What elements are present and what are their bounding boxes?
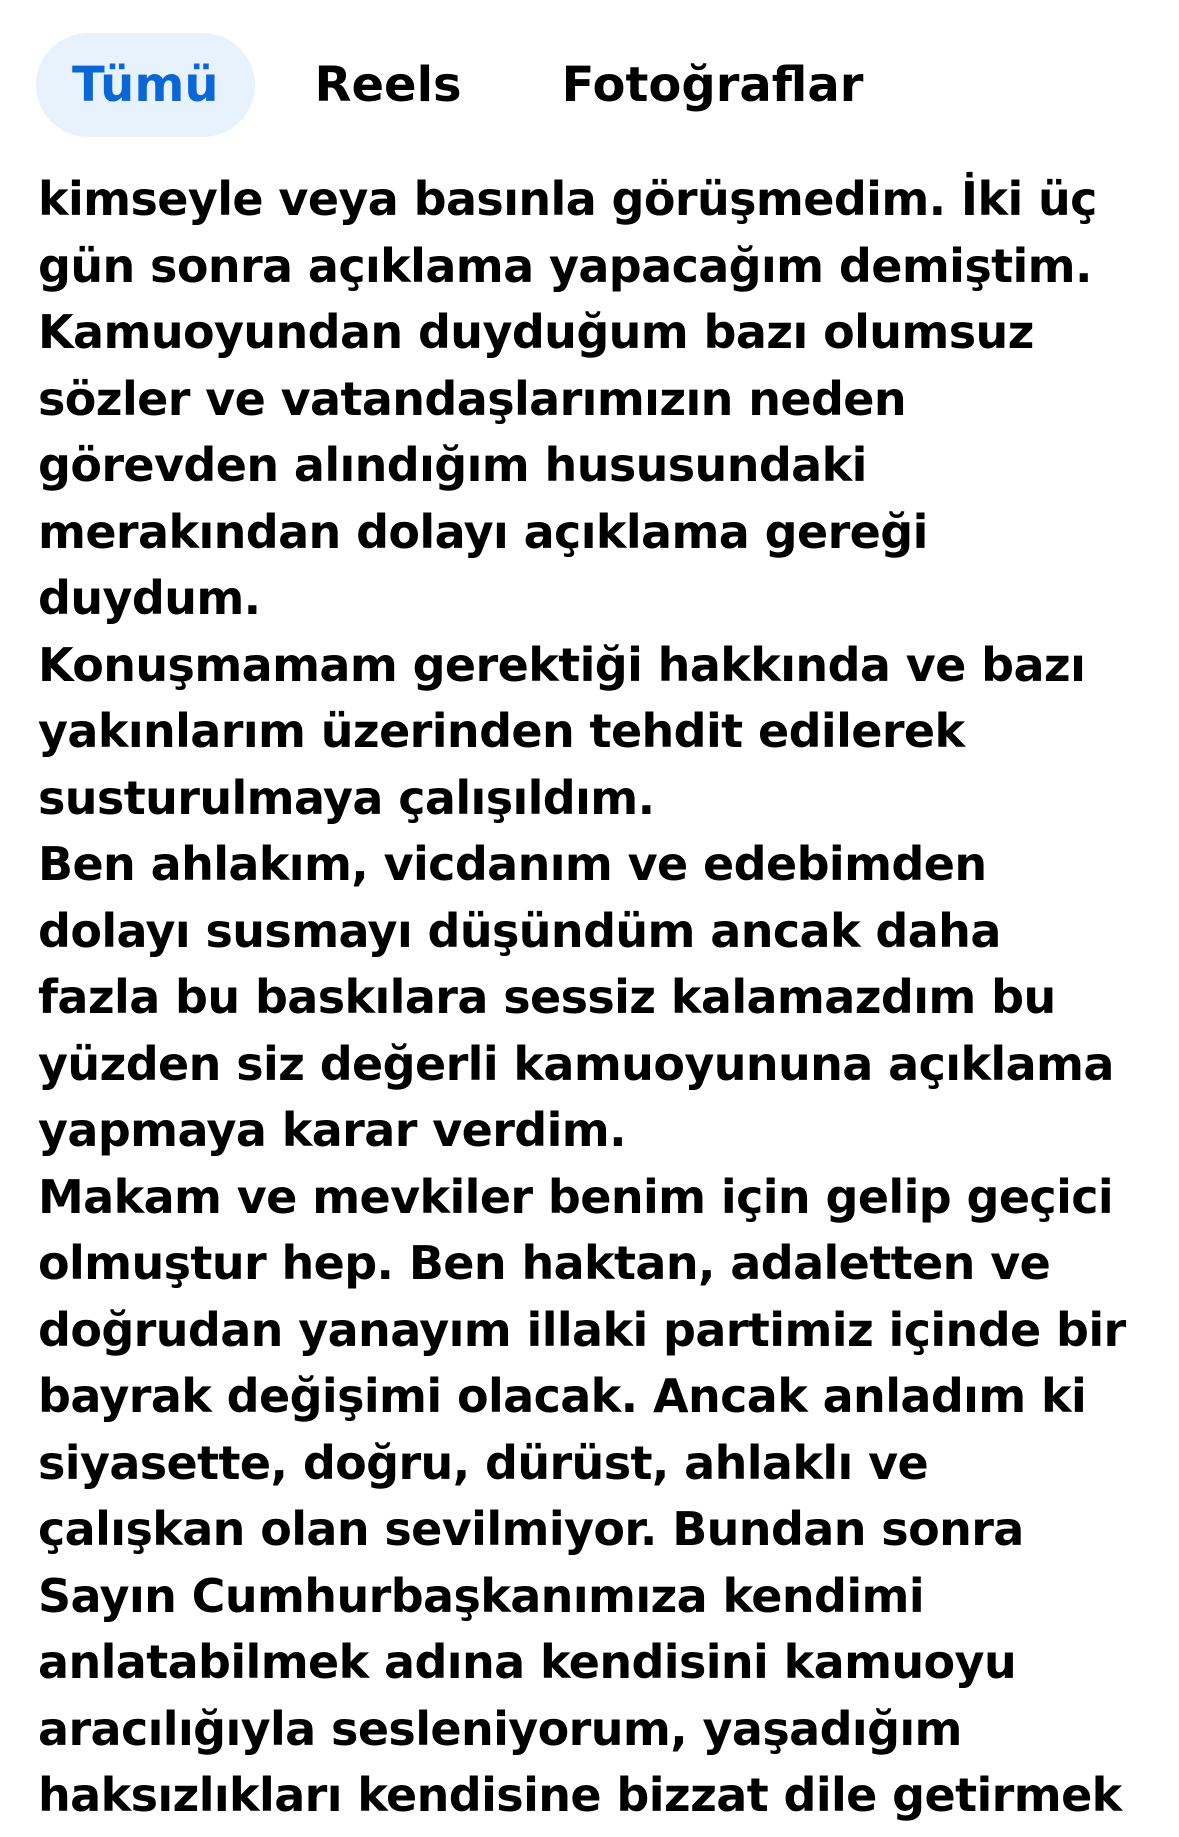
post-text-line: bayrak değişimi olacak. Ancak anladım ki — [38, 1369, 1087, 1423]
post-text-line: görevden alındığım hususundaki — [38, 438, 867, 492]
post-text-line: olmuştur hep. Ben haktan, adaletten ve — [38, 1236, 1051, 1290]
tab-reels[interactable]: Reels — [314, 57, 462, 113]
post-text — [38, 166, 1163, 1829]
post-text-line: doğrudan yanayım illaki partimiz içinde bir — [38, 1302, 1126, 1357]
post-text-line: Kamuoyundan duyduğum bazı olumsuz — [38, 305, 1034, 359]
post-text-line: Makam ve mevkiler benim için gelip geçici — [38, 1169, 1114, 1224]
post-text-line: Sayın Cumhurbaşkanımıza kendimi — [38, 1568, 925, 1623]
tab-all[interactable]: Tümü — [36, 33, 255, 137]
post-text-line: susturulmaya çalışıldım. — [38, 770, 655, 825]
post-text-line: gün sonra açıklama yapacağım demiştim. — [38, 238, 1092, 293]
post-text-line: fazla bu baskılara sessiz kalamazdım bu — [38, 970, 1056, 1024]
post-text-line: yapmaya karar verdim. — [38, 1103, 626, 1157]
filter-tabs — [36, 33, 863, 137]
post-text-line: duydum. — [38, 571, 261, 625]
post-text-line: dolayı susmayı düşündüm ancak daha — [38, 903, 1001, 958]
post-text-line: kimseyle veya basınla görüşmedim. İki üç — [38, 172, 1097, 226]
post-text-line: yüzden siz değerli kamuoyununa açıklama — [38, 1036, 1114, 1091]
post-text-line: Ben ahlakım, vicdanım ve edebimden — [38, 837, 987, 891]
post-text-line: haksızlıkları kendisine bizzat dile getirmek — [38, 1768, 1122, 1822]
post-text-line: çalışkan olan sevilmiyor. Bundan sonra — [38, 1502, 1024, 1556]
post-text-line: aracılığıyla sesleniyorum, yaşadığım — [38, 1701, 962, 1756]
post-text-line: anlatabilmek adına kendisini kamuoyu — [38, 1635, 1017, 1689]
tab-photos[interactable]: Fotoğraflar — [561, 57, 864, 113]
post-text-line: sözler ve vatandaşlarımızın neden — [38, 371, 907, 426]
post-text-line: yakınlarım üzerinden tehdit edilerek — [38, 704, 965, 758]
post-text-line: Konuşmamam gerektiği hakkında ve bazı — [38, 637, 1086, 692]
post-text-line: siyasette, doğru, dürüst, ahlaklı ve — [38, 1435, 929, 1490]
post-text-line: merakından dolayı açıklama gereği — [38, 504, 928, 559]
